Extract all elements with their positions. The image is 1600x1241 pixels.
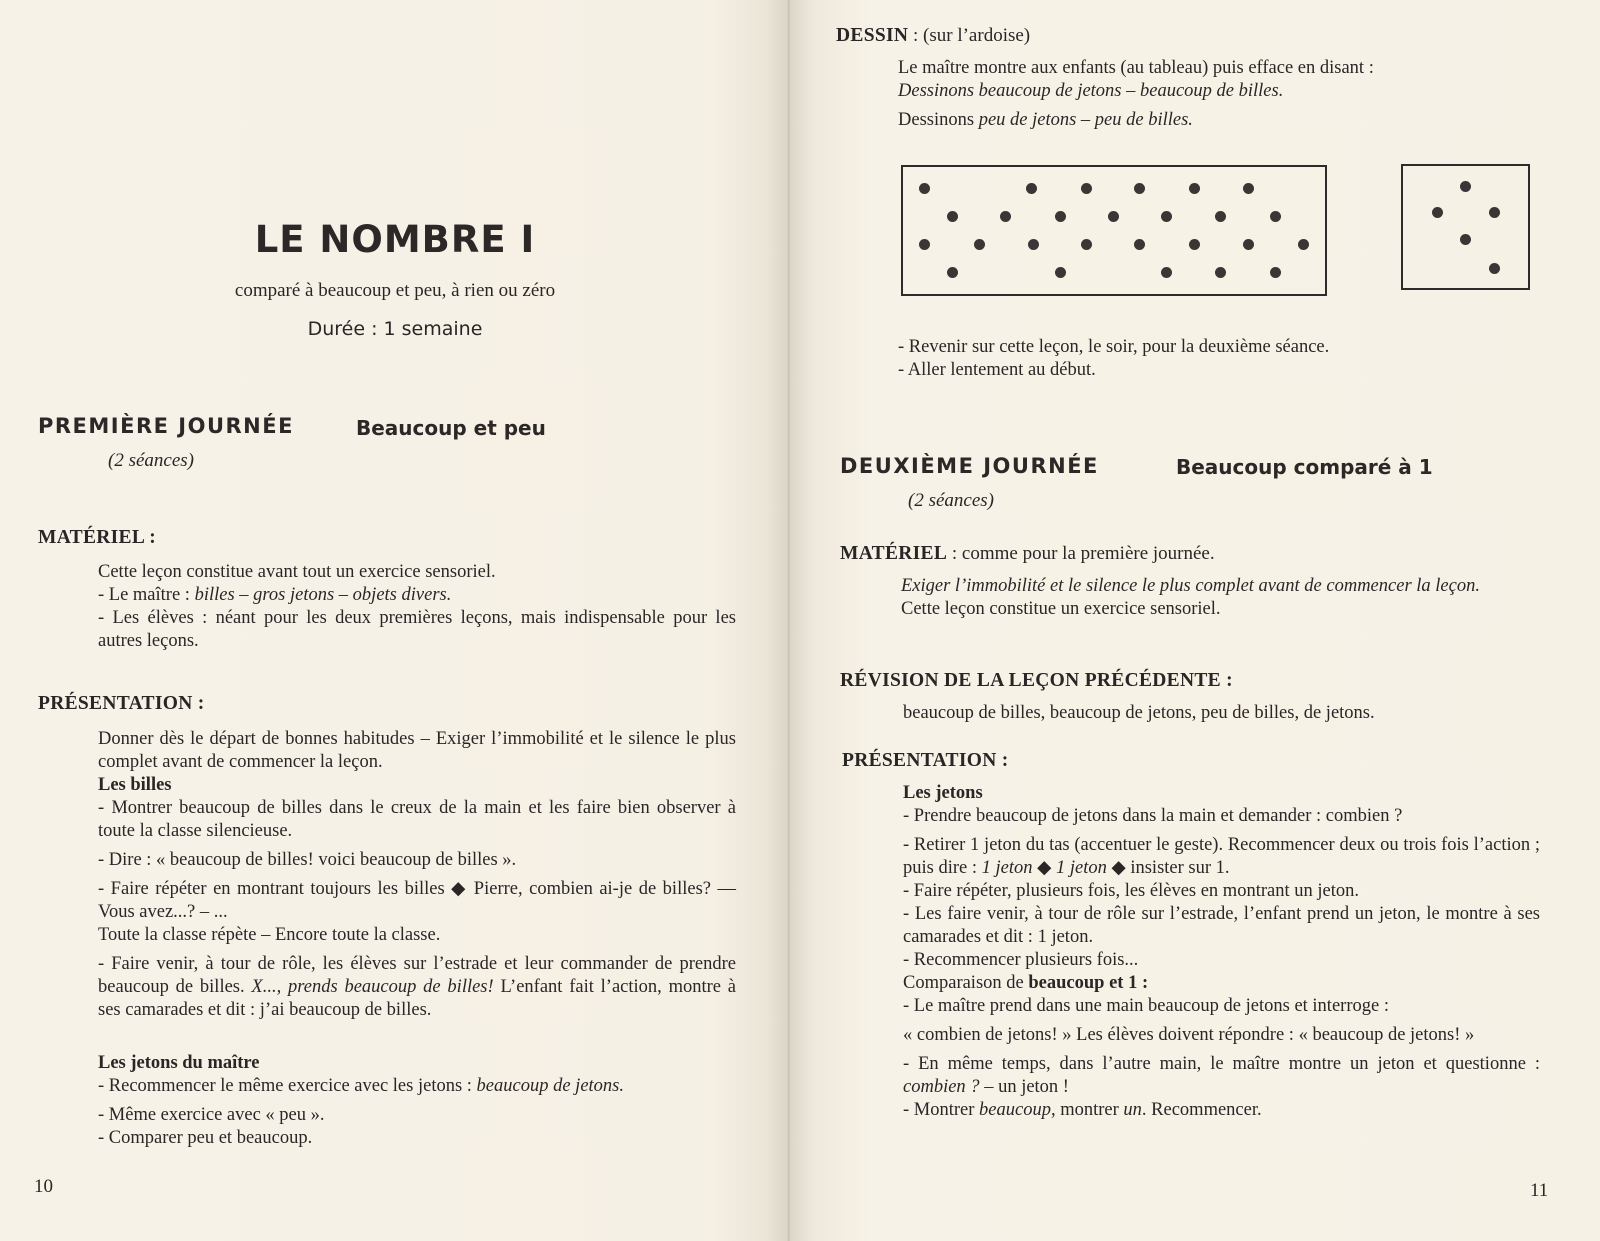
drawing-many-tokens [901,165,1327,296]
materiel-intro: Cette leçon constitue avant tout un exercice sensoriel. [98,562,496,582]
p2-step-4: - Les faire venir, à tour de rôle sur l’estrade, l’enfant prend un jeton, le montre à ses camarades et dit : 1 jeton. [903,904,1540,947]
materiel-2-suffix: : comme pour la première journée. [947,543,1215,564]
presentation-intro: Donner dès le départ de bonnes habitudes – Exiger l’immobilité et le silence le plus complet avant de commencer la leçon. [98,729,736,772]
day-1-title: PREMIÈRE JOURNÉE [38,414,294,438]
presentation-body [98,728,736,1150]
token-dot [1134,239,1145,250]
p2-step-3: - Faire répéter, plusieurs fois, les élèves en montrant un jeton. [903,881,1359,901]
token-dot [1081,183,1092,194]
p2-step-8-text: - En même temps, dans l’autre main, le maître montre un jeton et questionne : [903,1054,1540,1074]
token-dot [1055,267,1066,278]
p2-step-2 [903,834,1540,880]
billes-step-2: - Dire : « beaucoup de billes! voici beaucoup de billes ». [98,850,517,870]
note-2: - Aller lentement au début. [898,360,1096,380]
p2-step-8 [903,1053,1540,1099]
billes-step-4: Toute la classe répète – Encore toute la classe. [98,925,441,945]
comparison-text: Comparaison de [903,973,1029,993]
token-dot [1026,183,1037,194]
lesson-duration: Durée : 1 semaine [307,318,483,340]
dessin-line-3-emphasis: peu de jetons – peu de billes. [978,110,1193,130]
materiel-eleves: - Les élèves : néant pour les deux premières leçons, mais indispensable pour les autres leçons. [98,608,736,651]
token-dot [1432,207,1443,218]
materiel-maitre-items: billes – gros jetons – objets divers. [194,585,452,605]
materiel-2-italic: Exiger l’immobilité et le silence le plus complet avant de commencer la leçon. [901,576,1480,596]
comparison-colon: : [1137,973,1149,993]
token-dot [947,267,958,278]
lesson-title: LE NOMBRE I [254,218,536,261]
drawing-few-tokens [1401,164,1530,290]
token-dot [1215,211,1226,222]
p2-step-9-a: - Montrer [903,1100,980,1120]
token-dot [1489,263,1500,274]
token-dot [1489,207,1500,218]
left-page [0,0,790,1241]
p2-step-9-d: un [1123,1100,1142,1120]
dessin-heading-line [836,25,1030,47]
presentation-heading: PRÉSENTATION : [38,693,205,714]
billes-step-5-command: X..., prends beaucoup de billes! [251,977,494,997]
p2-step-9-c: , montrer [1050,1100,1124,1120]
token-dot [1298,239,1309,250]
dessin-heading-suffix: : (sur l’ardoise) [908,25,1031,46]
token-dot [1243,183,1254,194]
token-dot [1055,211,1066,222]
materiel-heading: MATÉRIEL : [38,527,157,548]
dessin-body [898,57,1540,132]
presentation-2-body [903,782,1540,1122]
token-dot [919,183,930,194]
p2-step-9-e: . Recommencer. [1141,1100,1262,1120]
p2-step-7: « combien de jetons! » Les élèves doivent répondre : « beaucoup de jetons! » [903,1025,1475,1045]
lesson-subtitle: comparé à beaucoup et peu, à rien ou zéro [234,280,556,301]
day-2-topic: Beaucoup comparé à 1 [1176,455,1433,479]
token-dot [1189,239,1200,250]
p2-step-8-answer: – un jeton ! [979,1077,1069,1097]
dessin-line-2: Dessinons beaucoup de jetons – beaucoup de billes. [898,81,1284,101]
day-1-sessions: (2 séances) [108,450,194,471]
token-dot [1215,267,1226,278]
day-2-sessions: (2 séances) [908,490,994,511]
materiel-2-heading: MATÉRIEL [840,543,948,564]
materiel-maitre [98,584,736,607]
p2-step-2-text: - Retirer 1 jeton du tas (accentuer le geste). Recommencer deux ou trois fois l’action ; puis dire : [903,835,1540,878]
token-dot [1028,239,1039,250]
jetons-step-1 [98,1075,736,1098]
materiel-2-heading-line [840,543,1215,565]
dessin-line-3-text: Dessinons [898,110,979,130]
token-dot [1161,211,1172,222]
note-1: - Revenir sur cette leçon, le soir, pour la deuxième séance. [898,337,1330,357]
page-number-right: 11 [1530,1180,1549,1201]
billes-step-5-result: L’enfant fait l’action, montre à ses camarades et dit : j’ai beaucoup de billes. [98,977,736,1020]
token-dot [1270,267,1281,278]
comparison-heading [903,972,1540,995]
jetons-step-2: - Même exercice avec « peu ». [98,1105,325,1125]
p2-step-2-jeton-b: 1 jeton [1055,858,1107,878]
dessin-heading: DESSIN [836,25,909,46]
token-dot [1081,239,1092,250]
billes-step-5 [98,953,736,1022]
token-dot [1189,183,1200,194]
p2-step-2-jeton-a: 1 jeton [981,858,1033,878]
p2-step-1: - Prendre beaucoup de jetons dans la main et demander : combien ? [903,806,1403,826]
token-dot [947,211,958,222]
token-dot [974,239,985,250]
revision-heading: RÉVISION DE LA LEÇON PRÉCÉDENTE : [840,670,1233,691]
presentation-2-heading: PRÉSENTATION : [842,750,1009,771]
diamond-icon: ◆ [1032,858,1056,878]
token-dot [1243,239,1254,250]
p2-step-2-end: ◆ insister sur 1. [1106,858,1230,878]
billes-step-1: - Montrer beaucoup de billes dans le creux de la main et les faire bien observer à toute la classe silencieuse. [98,798,736,841]
billes-step-5-text: - Faire venir, à tour de rôle, les élèves sur l’estrade et leur commander de prendre beaucoup de billes. [98,954,736,997]
notes-body [898,336,1538,382]
p2-step-9 [903,1099,1540,1122]
jetons-step-1-emphasis: beaucoup de jetons. [476,1076,624,1096]
token-dot [1460,234,1471,245]
materiel-body [98,561,736,653]
p2-step-6: - Le maître prend dans une main beaucoup de jetons et interroge : [903,996,1389,1016]
jetons-heading: Les jetons du maître [98,1053,260,1073]
right-page [790,0,1600,1241]
day-2-title: DEUXIÈME JOURNÉE [840,454,1099,478]
materiel-2-line: Cette leçon constitue un exercice sensoriel. [901,599,1221,619]
p2-step-9-b: beaucoup [979,1100,1051,1120]
day-1-topic: Beaucoup et peu [356,416,546,440]
comparison-bold: beaucoup et 1 [1028,973,1138,993]
p2-step-5: - Recommencer plusieurs fois... [903,950,1139,970]
billes-heading: Les billes [98,775,172,795]
token-dot [1270,211,1281,222]
token-dot [1460,181,1471,192]
jetons-step-3: - Comparer peu et beaucoup. [98,1128,313,1148]
billes-step-3: - Faire répéter en montrant toujours les billes ◆ Pierre, combien ai-je de billes? — Vous avez...? – ... [98,879,736,922]
materiel-maitre-label: - Le maître : [98,585,195,605]
materiel-2-body [901,575,1541,621]
page-number-left: 10 [34,1176,53,1197]
token-dot [1134,183,1145,194]
dessin-line-3 [898,109,1540,132]
revision-text: beaucoup de billes, beaucoup de jetons, peu de billes, de jetons. [903,703,1375,723]
token-dot [1000,211,1011,222]
p2-step-8-question: combien ? [903,1077,980,1097]
token-dot [919,239,930,250]
dessin-line-1: Le maître montre aux enfants (au tableau) puis efface en disant : [898,58,1374,78]
jetons-2-heading: Les jetons [903,783,983,803]
jetons-step-1-text: - Recommencer le même exercice avec les jetons : [98,1076,477,1096]
token-dot [1161,267,1172,278]
token-dot [1108,211,1119,222]
